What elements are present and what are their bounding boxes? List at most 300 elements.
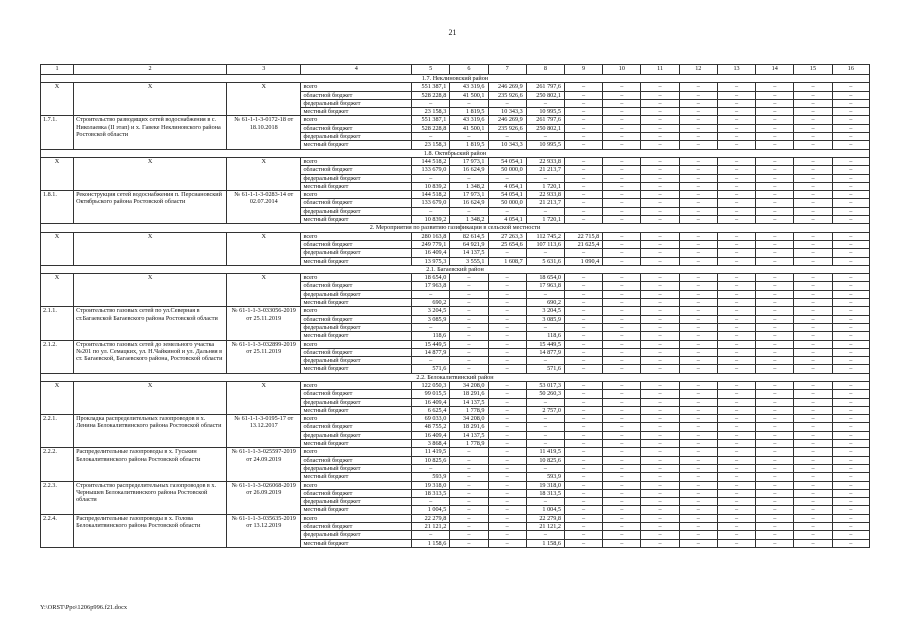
funding-source-cell: всего (301, 448, 412, 456)
value-cell: 48 755,2 (412, 423, 450, 431)
item-name-cell: Реконструкция сетей водоснабжения п. Персиановский Октябрьского района Ростовской области (74, 191, 227, 224)
value-cell: – (679, 141, 717, 149)
value-cell: 14 137,5 (450, 249, 488, 257)
value-cell: – (488, 448, 526, 456)
funding-source-cell: федеральный бюджет (301, 398, 412, 406)
value-cell: – (756, 340, 794, 348)
value-cell: – (794, 406, 832, 414)
value-cell: – (488, 340, 526, 348)
value-cell: – (564, 365, 602, 373)
value-cell: – (679, 489, 717, 497)
value-cell: – (603, 99, 641, 107)
value-cell: – (756, 249, 794, 257)
value-cell: – (832, 157, 869, 165)
table-row (41, 340, 870, 348)
value-cell: – (564, 108, 602, 116)
value-cell: – (641, 232, 679, 240)
value-cell: 246 269,9 (488, 116, 526, 124)
value-cell: – (756, 274, 794, 282)
value-cell: 250 802,1 (526, 124, 564, 132)
value-cell: – (603, 191, 641, 199)
value-cell: – (603, 514, 641, 522)
value-cell: 18 654,0 (526, 274, 564, 282)
value-cell: – (450, 282, 488, 290)
value-cell: – (717, 415, 755, 423)
value-cell: – (756, 456, 794, 464)
value-cell: 17 963,8 (412, 282, 450, 290)
value-cell: – (641, 282, 679, 290)
value-cell: – (526, 207, 564, 215)
value-cell: 22 933,8 (526, 191, 564, 199)
value-cell: – (488, 299, 526, 307)
value-cell: – (679, 415, 717, 423)
value-cell: – (641, 216, 679, 224)
value-cell: – (756, 464, 794, 472)
value-cell: – (412, 498, 450, 506)
value-cell: 15 449,5 (526, 340, 564, 348)
value-cell: – (603, 83, 641, 91)
item-number-cell: 2.2.2. (41, 448, 74, 481)
value-cell: – (641, 299, 679, 307)
value-cell: – (603, 249, 641, 257)
value-cell: – (679, 299, 717, 307)
value-cell: – (488, 274, 526, 282)
value-cell: – (832, 299, 869, 307)
value-cell: – (717, 307, 755, 315)
funding-source-cell: федеральный бюджет (301, 290, 412, 298)
value-cell: – (641, 99, 679, 107)
value-cell: – (832, 240, 869, 248)
value-cell: – (641, 191, 679, 199)
value-cell: 22 279,8 (412, 514, 450, 522)
value-cell: – (488, 440, 526, 448)
value-cell: – (717, 124, 755, 132)
item-number-cell: 2.2.4. (41, 514, 74, 547)
value-cell: – (450, 323, 488, 331)
table-row (41, 157, 870, 165)
value-cell: – (679, 207, 717, 215)
value-cell: – (564, 332, 602, 340)
value-cell: – (756, 299, 794, 307)
value-cell: 10 995,5 (526, 108, 564, 116)
table-body (41, 65, 870, 548)
value-cell: – (679, 232, 717, 240)
value-cell: – (832, 390, 869, 398)
value-cell: 13 975,3 (412, 257, 450, 265)
value-cell: – (679, 191, 717, 199)
value-cell: 64 921,9 (450, 240, 488, 248)
funding-source-cell: всего (301, 157, 412, 165)
value-cell: – (564, 290, 602, 298)
value-cell: – (832, 323, 869, 331)
value-cell: 1 778,9 (450, 440, 488, 448)
value-cell: – (641, 182, 679, 190)
value-cell: – (526, 357, 564, 365)
table-row (41, 274, 870, 282)
value-cell: – (526, 423, 564, 431)
value-cell: – (756, 398, 794, 406)
value-cell: – (794, 282, 832, 290)
value-cell: – (603, 348, 641, 356)
value-cell: – (756, 133, 794, 141)
value-cell: – (450, 357, 488, 365)
value-cell: – (679, 240, 717, 248)
value-cell: – (832, 232, 869, 240)
value-cell: – (526, 290, 564, 298)
column-number-cell: 6 (450, 65, 488, 75)
value-cell: 1 819,5 (450, 141, 488, 149)
value-cell: – (794, 299, 832, 307)
value-cell: 280 163,8 (412, 232, 450, 240)
value-cell: – (794, 240, 832, 248)
column-number-cell: 7 (488, 65, 526, 75)
value-cell: – (756, 207, 794, 215)
value-cell: – (488, 523, 526, 531)
value-cell: – (832, 282, 869, 290)
value-cell: – (679, 274, 717, 282)
value-cell: 50 000,0 (488, 199, 526, 207)
value-cell: – (794, 506, 832, 514)
funding-source-cell: всего (301, 83, 412, 91)
value-cell: – (679, 390, 717, 398)
value-cell: – (794, 257, 832, 265)
item-name-cell: Распределительные газопроводы в х. Голова Белокалитвинского района Ростовской области (74, 514, 227, 547)
value-cell: – (641, 398, 679, 406)
value-cell: – (756, 431, 794, 439)
value-cell: – (450, 290, 488, 298)
value-cell: – (488, 456, 526, 464)
value-cell: – (641, 473, 679, 481)
value-cell: – (679, 514, 717, 522)
funding-source-cell: всего (301, 191, 412, 199)
item-number-cell: Х (41, 83, 74, 116)
value-cell: – (603, 299, 641, 307)
value-cell: – (756, 332, 794, 340)
value-cell: – (794, 340, 832, 348)
value-cell: – (450, 481, 488, 489)
value-cell: 107 113,6 (526, 240, 564, 248)
value-cell: – (717, 133, 755, 141)
item-name-cell: Строительство разводящих сетей водоснабжения в с. Николаевка (II этап) и х. Гавеке Неклиновского района Ростовской области (74, 116, 227, 149)
value-cell: – (717, 282, 755, 290)
value-cell: 1 158,6 (526, 539, 564, 547)
item-conclusion-cell: Х (227, 232, 301, 265)
value-cell: 25 654,6 (488, 240, 526, 248)
value-cell: – (794, 199, 832, 207)
value-cell: – (450, 99, 488, 107)
value-cell: – (450, 464, 488, 472)
value-cell: – (641, 365, 679, 373)
value-cell: – (564, 83, 602, 91)
value-cell: – (794, 481, 832, 489)
column-number-cell: 16 (832, 65, 869, 75)
value-cell: – (603, 431, 641, 439)
value-cell: – (832, 398, 869, 406)
value-cell: 1 608,7 (488, 257, 526, 265)
value-cell: – (756, 91, 794, 99)
value-cell: 23 158,3 (412, 141, 450, 149)
value-cell: – (603, 423, 641, 431)
value-cell: – (564, 166, 602, 174)
value-cell: – (641, 323, 679, 331)
value-cell: 16 624,9 (450, 166, 488, 174)
value-cell: – (756, 423, 794, 431)
value-cell: – (832, 83, 869, 91)
value-cell: 3 868,4 (412, 440, 450, 448)
value-cell: – (488, 390, 526, 398)
funding-source-cell: областной бюджет (301, 423, 412, 431)
value-cell: – (794, 191, 832, 199)
value-cell: – (756, 440, 794, 448)
value-cell: – (794, 357, 832, 365)
value-cell: – (794, 174, 832, 182)
value-cell: – (756, 357, 794, 365)
value-cell: – (641, 514, 679, 522)
value-cell: 593,9 (526, 473, 564, 481)
column-number-cell: 9 (564, 65, 602, 75)
value-cell: 16 409,4 (412, 249, 450, 257)
value-cell: 1 720,1 (526, 182, 564, 190)
value-cell: – (603, 381, 641, 389)
value-cell: 18 313,5 (412, 489, 450, 497)
value-cell: – (641, 431, 679, 439)
value-cell: – (564, 539, 602, 547)
value-cell: – (488, 348, 526, 356)
value-cell: – (641, 539, 679, 547)
value-cell: – (641, 332, 679, 340)
value-cell: 593,9 (412, 473, 450, 481)
value-cell: – (756, 390, 794, 398)
value-cell: – (488, 315, 526, 323)
funding-source-cell: федеральный бюджет (301, 357, 412, 365)
funding-source-cell: областной бюджет (301, 489, 412, 497)
value-cell: 122 050,3 (412, 381, 450, 389)
value-cell: – (756, 282, 794, 290)
value-cell: – (794, 440, 832, 448)
value-cell: – (450, 523, 488, 531)
value-cell: 261 797,6 (526, 83, 564, 91)
item-name-cell: Х (74, 232, 227, 265)
value-cell: – (488, 282, 526, 290)
value-cell: – (564, 299, 602, 307)
value-cell: 571,6 (412, 365, 450, 373)
page-number: 21 (448, 28, 457, 37)
value-cell: 1 004,5 (526, 506, 564, 514)
value-cell: 10 839,2 (412, 216, 450, 224)
value-cell: 43 319,6 (450, 83, 488, 91)
value-cell: 1 004,5 (412, 506, 450, 514)
value-cell: – (794, 315, 832, 323)
value-cell: – (756, 182, 794, 190)
table-row (41, 307, 870, 315)
value-cell: – (717, 290, 755, 298)
value-cell: 34 208,0 (450, 415, 488, 423)
value-cell: – (641, 274, 679, 282)
value-cell: – (488, 473, 526, 481)
item-number-cell: 2.2.1. (41, 415, 74, 448)
value-cell: – (412, 99, 450, 107)
funding-source-cell: местный бюджет (301, 299, 412, 307)
value-cell: – (794, 381, 832, 389)
value-cell: – (488, 365, 526, 373)
value-cell: – (488, 99, 526, 107)
value-cell: – (641, 240, 679, 248)
value-cell: – (488, 207, 526, 215)
value-cell: – (564, 307, 602, 315)
value-cell: – (641, 357, 679, 365)
section-row (41, 224, 870, 232)
value-cell: – (603, 141, 641, 149)
value-cell: – (717, 99, 755, 107)
funding-source-cell: всего (301, 514, 412, 522)
value-cell: – (450, 315, 488, 323)
funding-source-cell: областной бюджет (301, 523, 412, 531)
value-cell: 249 779,1 (412, 240, 450, 248)
value-cell: – (717, 232, 755, 240)
value-cell: 54 054,1 (488, 157, 526, 165)
header-row (41, 65, 870, 75)
value-cell: – (756, 124, 794, 132)
funding-source-cell: федеральный бюджет (301, 531, 412, 539)
value-cell: – (526, 464, 564, 472)
value-cell: – (641, 116, 679, 124)
value-cell: 1 090,4 (564, 257, 602, 265)
funding-source-cell: всего (301, 415, 412, 423)
value-cell: 3 085,9 (526, 315, 564, 323)
item-name-cell: Строительство газовых сетей по ул.Северная в ст.Багаевской Багаевского района Ростовской области (74, 307, 227, 340)
value-cell: – (603, 216, 641, 224)
value-cell: 1 348,2 (450, 182, 488, 190)
value-cell: – (564, 199, 602, 207)
item-name-cell: Х (74, 274, 227, 307)
value-cell: – (756, 348, 794, 356)
funding-source-cell: областной бюджет (301, 348, 412, 356)
value-cell: – (756, 448, 794, 456)
value-cell: – (564, 191, 602, 199)
value-cell: – (641, 166, 679, 174)
value-cell: – (832, 415, 869, 423)
value-cell: 22 715,8 (564, 232, 602, 240)
value-cell: – (526, 431, 564, 439)
value-cell: – (679, 431, 717, 439)
value-cell: – (603, 332, 641, 340)
value-cell: – (794, 464, 832, 472)
value-cell: – (603, 523, 641, 531)
value-cell: – (717, 332, 755, 340)
value-cell: – (717, 207, 755, 215)
value-cell: 17 973,1 (450, 191, 488, 199)
value-cell: – (450, 332, 488, 340)
funding-source-cell: федеральный бюджет (301, 207, 412, 215)
value-cell: – (794, 274, 832, 282)
value-cell: – (603, 199, 641, 207)
column-number-cell: 13 (717, 65, 755, 75)
value-cell: – (564, 274, 602, 282)
value-cell: 2 757,0 (526, 406, 564, 414)
value-cell: 118,6 (412, 332, 450, 340)
value-cell: – (603, 390, 641, 398)
value-cell: – (832, 166, 869, 174)
value-cell: – (564, 531, 602, 539)
value-cell: – (717, 348, 755, 356)
value-cell: – (526, 498, 564, 506)
value-cell: – (756, 323, 794, 331)
value-cell: 551 387,1 (412, 116, 450, 124)
value-cell: – (717, 108, 755, 116)
value-cell: – (832, 481, 869, 489)
value-cell: – (412, 207, 450, 215)
value-cell: – (832, 257, 869, 265)
value-cell: – (679, 108, 717, 116)
value-cell: – (564, 99, 602, 107)
table-row (41, 448, 870, 456)
value-cell: – (641, 108, 679, 116)
value-cell: – (832, 357, 869, 365)
value-cell: – (832, 456, 869, 464)
value-cell: – (564, 456, 602, 464)
value-cell: – (832, 315, 869, 323)
value-cell: – (756, 481, 794, 489)
value-cell: 21 213,7 (526, 199, 564, 207)
value-cell: – (679, 157, 717, 165)
section-title: 1.8. Октябрьский район (41, 149, 870, 157)
value-cell: – (412, 323, 450, 331)
value-cell: – (526, 174, 564, 182)
section-title: 2.2. Белокалитвинский район (41, 373, 870, 381)
value-cell: – (717, 398, 755, 406)
column-number-cell: 4 (301, 65, 412, 75)
value-cell: 10 343,3 (488, 108, 526, 116)
value-cell: 17 973,1 (450, 157, 488, 165)
value-cell: – (794, 91, 832, 99)
value-cell: 19 318,0 (412, 481, 450, 489)
value-cell: – (832, 381, 869, 389)
value-cell: – (564, 157, 602, 165)
value-cell: – (832, 406, 869, 414)
funding-source-cell: областной бюджет (301, 282, 412, 290)
value-cell: – (488, 514, 526, 522)
value-cell: 112 745,2 (526, 232, 564, 240)
funding-source-cell: всего (301, 340, 412, 348)
funding-source-cell: областной бюджет (301, 456, 412, 464)
value-cell: – (603, 357, 641, 365)
value-cell: – (679, 531, 717, 539)
value-cell: – (564, 133, 602, 141)
funding-source-cell: местный бюджет (301, 539, 412, 547)
value-cell: – (564, 381, 602, 389)
value-cell: – (756, 539, 794, 547)
value-cell: – (488, 489, 526, 497)
value-cell: – (450, 456, 488, 464)
value-cell: – (756, 108, 794, 116)
value-cell: – (794, 365, 832, 373)
value-cell: – (717, 216, 755, 224)
budget-table (40, 64, 870, 548)
value-cell: – (832, 464, 869, 472)
item-conclusion-cell: № 61-1-1-3-025597-2019 от 24.09.2019 (227, 448, 301, 481)
value-cell: – (756, 174, 794, 182)
value-cell: – (832, 506, 869, 514)
value-cell: – (756, 489, 794, 497)
value-cell: – (679, 348, 717, 356)
value-cell: – (603, 440, 641, 448)
value-cell: – (412, 174, 450, 182)
funding-source-cell: федеральный бюджет (301, 431, 412, 439)
value-cell: – (679, 216, 717, 224)
value-cell: – (488, 249, 526, 257)
value-cell: – (603, 307, 641, 315)
value-cell: – (564, 448, 602, 456)
